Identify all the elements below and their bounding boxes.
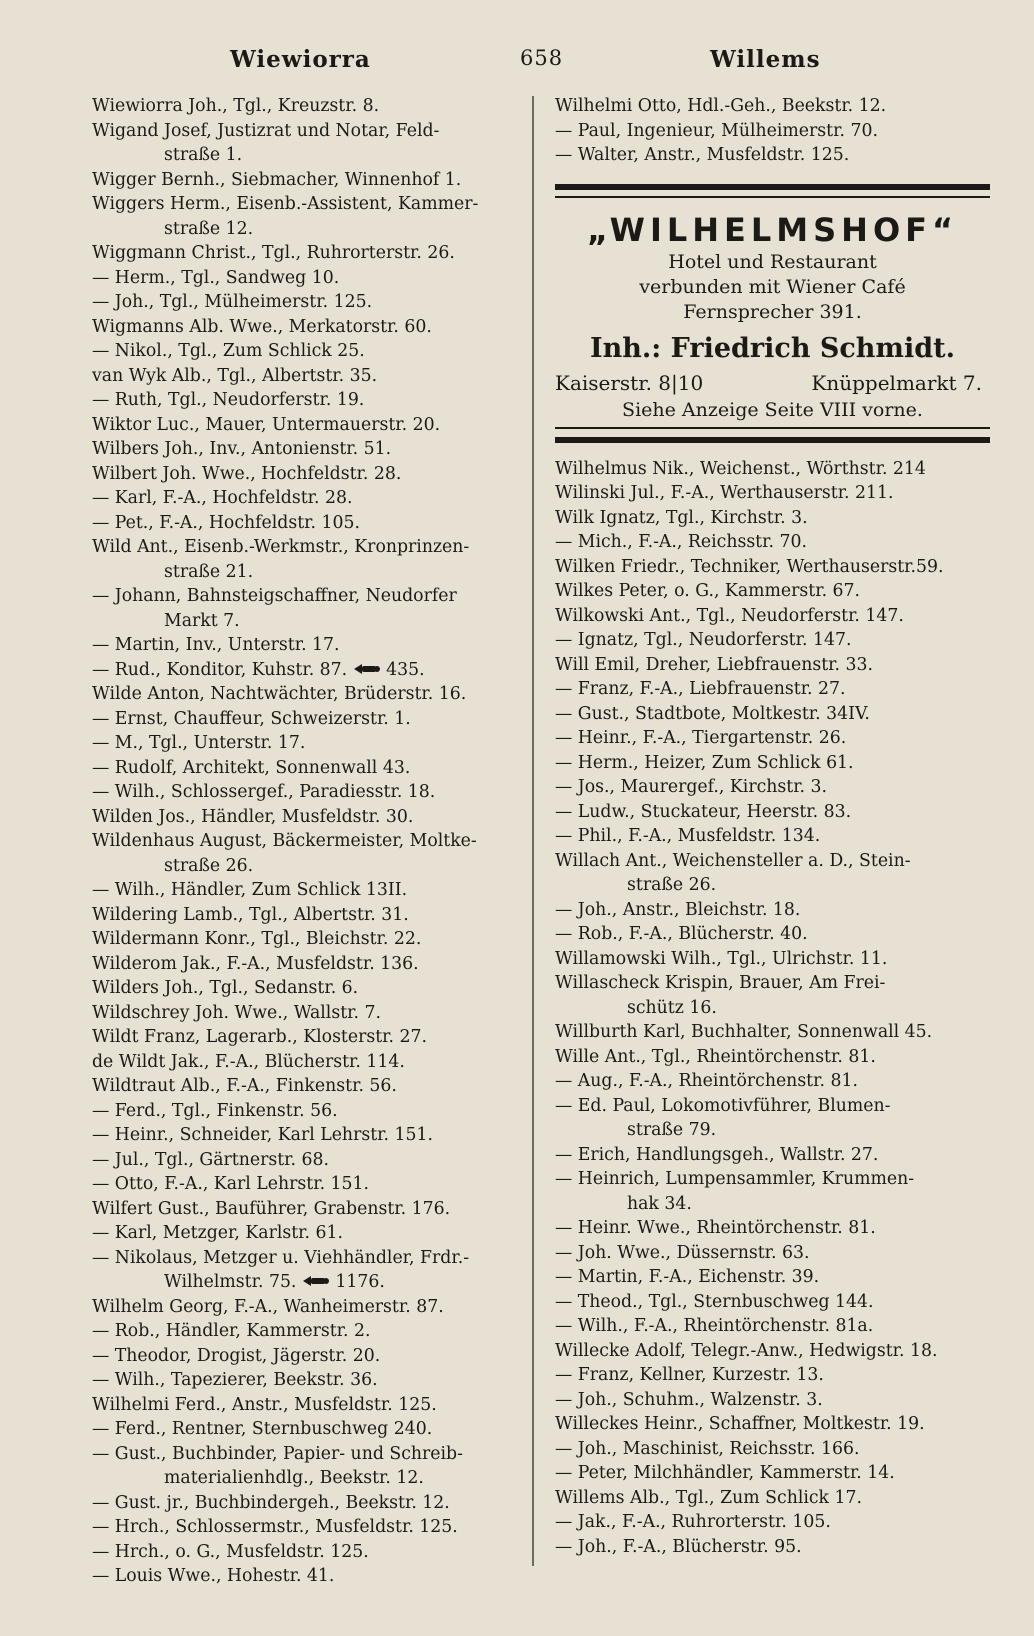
entry-text: — Jos., Maurergef., Kirchstr. 3. bbox=[555, 777, 828, 797]
directory-entry bbox=[555, 1510, 990, 1535]
hotel-line1: Hotel und Restaurant bbox=[668, 250, 877, 273]
entry-text: — Nikol., Tgl., Zum Schlick 25. bbox=[92, 341, 365, 361]
directory-entry bbox=[92, 1221, 522, 1246]
directory-entry bbox=[555, 996, 990, 1021]
entry-text: — Joh., F.-A., Blücherstr. 95. bbox=[555, 1536, 802, 1557]
directory-entry bbox=[92, 1197, 522, 1222]
hotel-address-right: Knüppelmarkt 7. bbox=[811, 370, 982, 395]
entry-text: — Martin, F.-A., Eichenstr. 39. bbox=[555, 1267, 820, 1287]
entry-text: Wildtraut Alb., F.-A., Finkenstr. 56. bbox=[92, 1076, 397, 1096]
entry-text: — Joh., Schuhm., Walzenstr. 3. bbox=[555, 1389, 823, 1410]
directory-entry bbox=[92, 1319, 522, 1344]
entry-text: — Joh., Tgl., Mülheimerstr. 125. bbox=[92, 292, 373, 312]
directory-entry bbox=[92, 658, 522, 683]
directory-entry bbox=[92, 952, 522, 977]
entry-text: Wild Ant., Eisenb.-Werkmstr., Kronprinzen- bbox=[92, 537, 470, 557]
entry-text: — Erich, Handlungsgeh., Wallstr. 27. bbox=[555, 1144, 879, 1165]
directory-entry bbox=[555, 1535, 990, 1560]
hotel-phone: Fernsprecher 391. bbox=[683, 300, 862, 323]
entry-text: Wilbert Joh. Wwe., Hochfeldstr. 28. bbox=[92, 463, 402, 484]
hotel-owner: Inh.: Friedrich Schmidt. bbox=[590, 332, 955, 364]
entry-text: — Phil., F.-A., Musfeldstr. 134. bbox=[555, 826, 821, 846]
entry-text: Wilkes Peter, o. G., Kammerstr. 67. bbox=[555, 581, 861, 601]
entry-text: — Ludw., Stuckateur, Heerstr. 83. bbox=[555, 801, 852, 822]
ad-rule-top-thin bbox=[555, 196, 990, 198]
directory-entry bbox=[555, 530, 990, 555]
directory-entry bbox=[92, 927, 522, 952]
directory-entry bbox=[92, 1442, 522, 1467]
directory-entry bbox=[92, 290, 522, 315]
entry-text: — Martin, Inv., Unterstr. 17. bbox=[92, 635, 340, 655]
phone-number: 435. bbox=[386, 659, 425, 680]
hotel-address bbox=[555, 369, 990, 397]
directory-entry bbox=[92, 1295, 522, 1320]
ad-rule-bottom bbox=[555, 437, 990, 443]
directory-entry bbox=[555, 947, 990, 972]
entry-text: Wigmanns Alb. Wwe., Merkatorstr. 60. bbox=[92, 316, 432, 337]
directory-entry bbox=[92, 339, 522, 364]
hotel-advertisement bbox=[555, 184, 990, 443]
entry-text: — Karl, Metzger, Karlstr. 61. bbox=[92, 1223, 344, 1243]
directory-entry bbox=[92, 878, 522, 903]
directory-entry bbox=[555, 1437, 990, 1462]
entry-text: Wiewiorra Joh., Tgl., Kreuzstr. 8. bbox=[92, 96, 380, 116]
directory-entry bbox=[555, 1118, 990, 1143]
entry-text: Wiktor Luc., Mauer, Untermauerstr. 20. bbox=[92, 414, 441, 435]
entry-text: — Otto, F.-A., Karl Lehrstr. 151. bbox=[92, 1174, 370, 1194]
entry-text: Willecke Adolf, Telegr.-Anw., Hedwigstr. 18. bbox=[555, 1340, 938, 1361]
hotel-line2: verbunden mit Wiener Café bbox=[639, 275, 906, 298]
entry-text: Wilkowski Ant., Tgl., Neudorferstr. 147. bbox=[555, 605, 904, 626]
directory-entry bbox=[92, 1417, 522, 1442]
entry-text: — Joh. Wwe., Düssernstr. 63. bbox=[555, 1242, 810, 1263]
directory-entry bbox=[92, 1393, 522, 1418]
entry-text: — Wilh., Tapezierer, Beekstr. 36. bbox=[92, 1370, 378, 1390]
right-column-top-entries bbox=[555, 94, 990, 168]
directory-entry bbox=[555, 506, 990, 531]
entry-text: Willascheck Krispin, Brauer, Am Frei- bbox=[555, 973, 886, 993]
directory-entry bbox=[92, 731, 522, 756]
directory-entry bbox=[555, 898, 990, 923]
entry-text: — Gust. jr., Buchbindergeh., Beekstr. 12. bbox=[92, 1492, 450, 1513]
entry-text: — Rudolf, Architekt, Sonnenwall 43. bbox=[92, 757, 411, 778]
directory-entry bbox=[555, 1216, 990, 1241]
directory-entry bbox=[92, 315, 522, 340]
hotel-address-left: Kaiserstr. 8|10 bbox=[555, 370, 704, 395]
directory-entry bbox=[555, 824, 990, 849]
directory-entry bbox=[555, 971, 990, 996]
directory-entry bbox=[555, 1143, 990, 1168]
directory-entry bbox=[92, 854, 522, 879]
entry-text: Wilinski Jul., F.-A., Werthauserstr. 211. bbox=[555, 483, 894, 503]
entry-text: Wiggmann Christ., Tgl., Ruhrorterstr. 26. bbox=[92, 243, 455, 263]
directory-entry bbox=[555, 873, 990, 898]
directory-entry bbox=[555, 628, 990, 653]
entry-text: Willach Ant., Weichensteller a. D., Stein- bbox=[555, 850, 911, 871]
directory-entry bbox=[92, 1246, 522, 1271]
entry-text: — Aug., F.-A., Rheintörchenstr. 81. bbox=[555, 1071, 858, 1091]
entry-text: — Rud., Konditor, Kuhstr. 87. bbox=[92, 659, 348, 680]
directory-entry bbox=[555, 143, 990, 168]
entry-text: Wildenhaus August, Bäckermeister, Moltke- bbox=[92, 831, 477, 851]
directory-entry bbox=[92, 1001, 522, 1026]
entry-text: Wigger Bernh., Siebmacher, Winnenhof 1. bbox=[92, 169, 462, 190]
directory-entry bbox=[92, 1540, 522, 1565]
entry-text: straße 21. bbox=[164, 561, 254, 582]
directory-entry bbox=[555, 1388, 990, 1413]
directory-entry bbox=[555, 555, 990, 580]
entry-text: straße 79. bbox=[627, 1120, 717, 1140]
directory-entry bbox=[92, 1025, 522, 1050]
entry-text: — Louis Wwe., Hohestr. 41. bbox=[92, 1566, 335, 1586]
entry-text: — Heinr. Wwe., Rheintörchenstr. 81. bbox=[555, 1218, 876, 1238]
directory-entry bbox=[92, 1515, 522, 1540]
entry-text: — Ernst, Chauffeur, Schweizerstr. 1. bbox=[92, 708, 411, 729]
directory-entry bbox=[92, 976, 522, 1001]
entry-text: materialienhdlg., Beekstr. 12. bbox=[164, 1468, 424, 1488]
entry-text: straße 12. bbox=[164, 218, 254, 239]
directory-entry bbox=[92, 192, 522, 217]
entry-text: — Wilh., Händler, Zum Schlick 13II. bbox=[92, 880, 408, 900]
directory-entry bbox=[555, 1290, 990, 1315]
entry-text: — Gust., Stadtbote, Moltkestr. 34IV. bbox=[555, 703, 870, 724]
directory-entry bbox=[555, 1192, 990, 1217]
entry-text: — Johann, Bahnsteigschaffner, Neudorfer bbox=[92, 586, 457, 606]
directory-entry bbox=[92, 633, 522, 658]
entry-text: — Pet., F.-A., Hochfeldstr. 105. bbox=[92, 512, 361, 533]
entry-text: — Karl, F.-A., Hochfeldstr. 28. bbox=[92, 488, 353, 508]
entry-text: — Jak., F.-A., Ruhrorterstr. 105. bbox=[555, 1512, 831, 1532]
entry-text: Wildermann Konr., Tgl., Bleichstr. 22. bbox=[92, 929, 422, 949]
entry-text: Wigand Josef, Justizrat und Notar, Feld- bbox=[92, 120, 440, 141]
entry-text: hak 34. bbox=[627, 1193, 692, 1214]
column-divider bbox=[532, 96, 534, 1566]
entry-text: Wilhelmi Otto, Hdl.-Geh., Beekstr. 12. bbox=[555, 96, 887, 116]
directory-entry bbox=[555, 457, 990, 482]
running-head-left: Wiewiorra bbox=[230, 46, 371, 73]
directory-entry bbox=[555, 726, 990, 751]
entry-text: Wilhelm Georg, F.-A., Wanheimerstr. 87. bbox=[92, 1296, 444, 1317]
directory-entry bbox=[92, 1148, 522, 1173]
directory-entry bbox=[92, 1344, 522, 1369]
directory-entry bbox=[555, 1412, 990, 1437]
directory-entry bbox=[555, 653, 990, 678]
entry-text: Wilhelmus Nik., Weichenst., Wörthstr. 214 bbox=[555, 458, 926, 479]
directory-entry bbox=[92, 1074, 522, 1099]
entry-text: Wildering Lamb., Tgl., Albertstr. 31. bbox=[92, 904, 409, 925]
directory-entry bbox=[92, 217, 522, 242]
right-column-bottom-entries bbox=[555, 457, 990, 1560]
entry-text: van Wyk Alb., Tgl., Albertstr. 35. bbox=[92, 365, 378, 386]
entry-text: Willeckes Heinr., Schaffner, Moltkestr. 19. bbox=[555, 1414, 925, 1434]
entry-text: — Joh., Anstr., Bleichstr. 18. bbox=[555, 899, 801, 920]
entry-text: — Theodor, Drogist, Jägerstr. 20. bbox=[92, 1345, 381, 1366]
entry-text: — Rob., F.-A., Blücherstr. 40. bbox=[555, 924, 808, 944]
entry-text: — Heinrich, Lumpensammler, Krummen- bbox=[555, 1169, 915, 1189]
entry-text: Wildt Franz, Lagerarb., Klosterstr. 27. bbox=[92, 1027, 428, 1047]
entry-text: — Peter, Milchhändler, Kammerstr. 14. bbox=[555, 1463, 895, 1483]
directory-entry bbox=[92, 241, 522, 266]
directory-entry bbox=[555, 922, 990, 947]
entry-text: — Ruth, Tgl., Neudorferstr. 19. bbox=[92, 390, 365, 410]
directory-entry bbox=[555, 1020, 990, 1045]
directory-entry bbox=[92, 584, 522, 609]
directory-entry bbox=[555, 775, 990, 800]
directory-entry bbox=[555, 604, 990, 629]
directory-entry bbox=[92, 266, 522, 291]
entry-text: Wilders Joh., Tgl., Sedanstr. 6. bbox=[92, 978, 359, 998]
entry-text: — Franz, F.-A., Liebfrauenstr. 27. bbox=[555, 679, 846, 699]
directory-entry bbox=[92, 1466, 522, 1491]
directory-entry bbox=[92, 168, 522, 193]
entry-text: — Ignatz, Tgl., Neudorferstr. 147. bbox=[555, 630, 852, 650]
entry-text: Markt 7. bbox=[164, 610, 240, 631]
directory-entry bbox=[92, 1564, 522, 1589]
right-column bbox=[555, 94, 990, 1559]
entry-text: Wilden Jos., Händler, Musfeldstr. 30. bbox=[92, 806, 414, 827]
entry-text: Wilken Friedr., Techniker, Werthauserstr.59. bbox=[555, 556, 944, 577]
directory-entry bbox=[92, 143, 522, 168]
entry-text: — Franz, Kellner, Kurzestr. 13. bbox=[555, 1365, 824, 1385]
entry-text: — Heinr., Schneider, Karl Lehrstr. 151. bbox=[92, 1125, 433, 1145]
hotel-reference: Siehe Anzeige Seite VIII vorne. bbox=[622, 398, 923, 421]
ad-rule-bottom-thin bbox=[555, 427, 990, 429]
directory-entry bbox=[555, 1167, 990, 1192]
entry-text: — Wilh., F.-A., Rheintörchenstr. 81a. bbox=[555, 1316, 874, 1336]
entry-text: — Nikolaus, Metzger u. Viehhändler, Frdr.- bbox=[92, 1247, 470, 1268]
entry-text: — Wilh., Schlossergef., Paradiesstr. 18. bbox=[92, 782, 436, 802]
directory-entry bbox=[555, 1363, 990, 1388]
entry-text: — Mich., F.-A., Reichsstr. 70. bbox=[555, 532, 807, 552]
directory-entry bbox=[92, 364, 522, 389]
directory-entry bbox=[555, 1339, 990, 1364]
directory-entry bbox=[92, 511, 522, 536]
entry-text: — Hrch., o. G., Musfeldstr. 125. bbox=[92, 1541, 369, 1562]
entry-text: — Ferd., Tgl., Finkenstr. 56. bbox=[92, 1100, 338, 1121]
directory-entry bbox=[92, 707, 522, 732]
entry-text: Wiggers Herm., Eisenb.-Assistent, Kammer- bbox=[92, 194, 479, 214]
entry-text: — Theod., Tgl., Sternbuschweg 144. bbox=[555, 1291, 874, 1312]
directory-entry bbox=[92, 756, 522, 781]
directory-entry bbox=[555, 119, 990, 144]
directory-entry bbox=[92, 462, 522, 487]
hotel-name: „WILHELMSHOF“ bbox=[586, 210, 959, 249]
directory-entry bbox=[555, 94, 990, 119]
entry-text: Wilderom Jak., F.-A., Musfeldstr. 136. bbox=[92, 953, 419, 974]
directory-entry bbox=[555, 1314, 990, 1339]
entry-text: Willamowski Wilh., Tgl., Ulrichstr. 11. bbox=[555, 948, 888, 969]
directory-entry bbox=[555, 1461, 990, 1486]
page-number: 658 bbox=[520, 46, 564, 70]
telephone-icon bbox=[347, 660, 386, 680]
entry-text: Wildschrey Joh. Wwe., Wallstr. 7. bbox=[92, 1002, 381, 1023]
directory-entry bbox=[92, 388, 522, 413]
entry-text: straße 26. bbox=[627, 875, 717, 895]
entry-text: Wilfert Gust., Bauführer, Grabenstr. 176. bbox=[92, 1198, 451, 1219]
entry-text: straße 26. bbox=[164, 855, 254, 876]
directory-entry bbox=[92, 560, 522, 585]
directory-entry bbox=[555, 849, 990, 874]
directory-entry bbox=[555, 1069, 990, 1094]
entry-text: — Ferd., Rentner, Sternbuschweg 240. bbox=[92, 1419, 433, 1439]
directory-entry bbox=[92, 413, 522, 438]
ad-rule-top bbox=[555, 184, 990, 190]
directory-entry bbox=[92, 780, 522, 805]
phone-number: 1176. bbox=[335, 1272, 385, 1292]
entry-text: — Hrch., Schlossermstr., Musfeldstr. 125. bbox=[92, 1517, 458, 1537]
directory-entry bbox=[92, 903, 522, 928]
directory-entry bbox=[92, 609, 522, 634]
entry-text: — Jul., Tgl., Gärtnerstr. 68. bbox=[92, 1149, 330, 1170]
directory-entry bbox=[555, 1045, 990, 1070]
entry-text: — Heinr., F.-A., Tiergartenstr. 26. bbox=[555, 728, 847, 748]
directory-entry bbox=[92, 805, 522, 830]
entry-text: Will Emil, Dreher, Liebfrauenstr. 33. bbox=[555, 654, 874, 675]
entry-text: — M., Tgl., Unterstr. 17. bbox=[92, 733, 306, 753]
entry-text: Wilk Ignatz, Tgl., Kirchstr. 3. bbox=[555, 507, 808, 528]
directory-entry bbox=[92, 682, 522, 707]
directory-entry bbox=[92, 486, 522, 511]
directory-entry bbox=[555, 1241, 990, 1266]
entry-text: Wilhelmstr. 75. bbox=[164, 1272, 297, 1292]
entry-text: — Rob., Händler, Kammerstr. 2. bbox=[92, 1321, 371, 1341]
left-column bbox=[92, 94, 522, 1589]
directory-entry bbox=[92, 1270, 522, 1295]
directory-entry bbox=[555, 1094, 990, 1119]
entry-text: — Herm., Tgl., Sandweg 10. bbox=[92, 267, 340, 288]
entry-text: — Ed. Paul, Lokomotivführer, Blumen- bbox=[555, 1095, 891, 1116]
directory-entry bbox=[92, 1050, 522, 1075]
directory-entry bbox=[92, 94, 522, 119]
entry-text: straße 1. bbox=[164, 145, 243, 165]
directory-entry bbox=[92, 829, 522, 854]
entry-text: Wille Ant., Tgl., Rheintörchenstr. 81. bbox=[555, 1046, 876, 1067]
directory-entry bbox=[92, 119, 522, 144]
directory-entry bbox=[555, 481, 990, 506]
directory-entry bbox=[555, 751, 990, 776]
directory-entry bbox=[92, 1123, 522, 1148]
directory-entry bbox=[555, 1486, 990, 1511]
entry-text: — Gust., Buchbinder, Papier- und Schreib- bbox=[92, 1443, 463, 1464]
directory-entry bbox=[92, 1491, 522, 1516]
entry-text: — Herm., Heizer, Zum Schlick 61. bbox=[555, 752, 854, 773]
directory-entry bbox=[92, 1099, 522, 1124]
directory-entry bbox=[92, 1172, 522, 1197]
directory-entry bbox=[92, 1368, 522, 1393]
telephone-icon bbox=[296, 1272, 335, 1292]
directory-entry bbox=[555, 702, 990, 727]
directory-entry bbox=[92, 437, 522, 462]
directory-entry bbox=[555, 1265, 990, 1290]
entry-text: schütz 16. bbox=[627, 997, 717, 1018]
entry-text: — Joh., Maschinist, Reichsstr. 166. bbox=[555, 1438, 860, 1459]
running-head-right: Willems bbox=[710, 46, 821, 73]
entry-text: — Paul, Ingenieur, Mülheimerstr. 70. bbox=[555, 120, 878, 141]
directory-entry bbox=[555, 677, 990, 702]
entry-text: — Walter, Anstr., Musfeldstr. 125. bbox=[555, 145, 850, 165]
entry-text: de Wildt Jak., F.-A., Blücherstr. 114. bbox=[92, 1051, 405, 1072]
directory-entry bbox=[555, 800, 990, 825]
directory-entry bbox=[555, 579, 990, 604]
entry-text: Wilbers Joh., Inv., Antonienstr. 51. bbox=[92, 439, 392, 459]
directory-entry bbox=[92, 535, 522, 560]
entry-text: Willems Alb., Tgl., Zum Schlick 17. bbox=[555, 1487, 863, 1508]
entry-text: Willburth Karl, Buchhalter, Sonnenwall 45. bbox=[555, 1022, 933, 1042]
entry-text: Wilde Anton, Nachtwächter, Brüderstr. 16. bbox=[92, 684, 467, 704]
entry-text: Wilhelmi Ferd., Anstr., Musfeldstr. 125. bbox=[92, 1394, 437, 1415]
